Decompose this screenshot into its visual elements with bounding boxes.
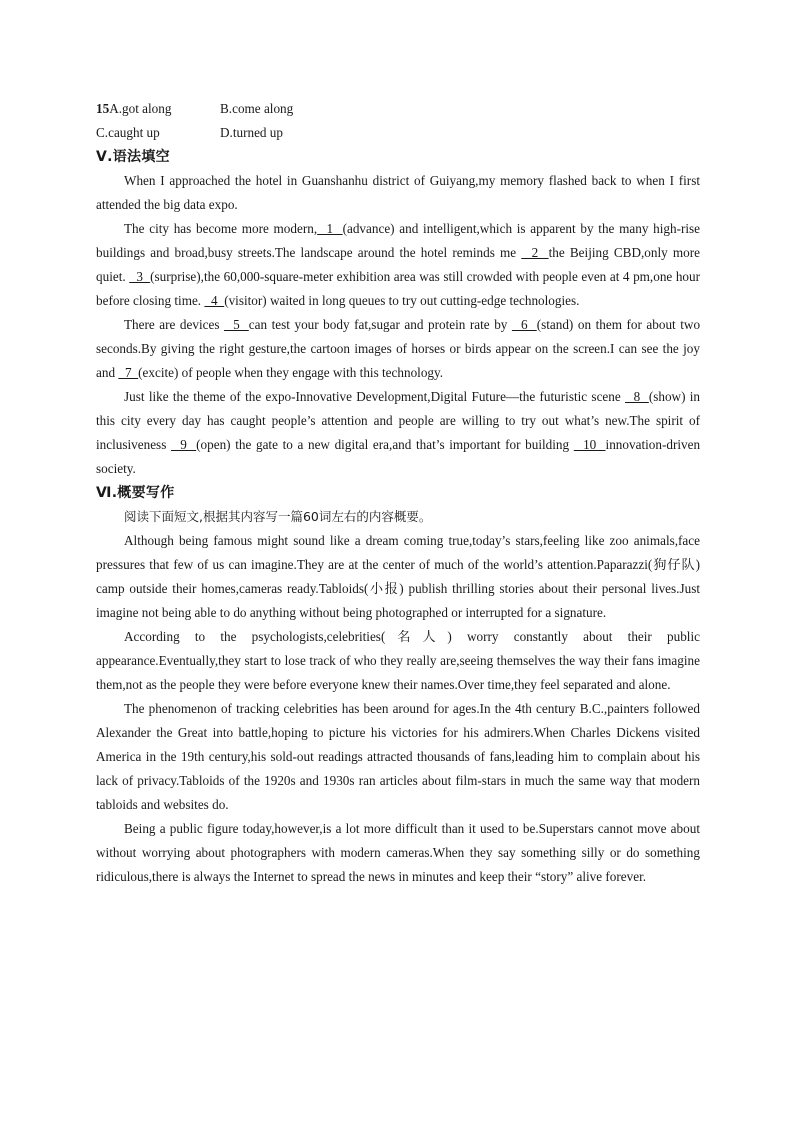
blank-9: 9 (170, 437, 197, 452)
passage-paragraph: When I approached the hotel in Guanshanhu district of Guiyang,my memory flashed back to when I first attended the big data expo. (96, 173, 700, 212)
question-15-row-1 (96, 97, 700, 121)
blank-7: 7 (118, 365, 139, 380)
blank-6: 6 (511, 317, 537, 332)
blank-4: 4 (204, 293, 225, 308)
blank-8: 8 (625, 389, 649, 404)
section-6-instruction: 阅读下面短文,根据其内容写一篇60词左右的内容概要。 (124, 509, 432, 524)
section-6-heading: Ⅵ.概要写作 (96, 485, 175, 501)
question-15-row-2 (96, 121, 700, 145)
question-15-option-c: C.caught up (96, 125, 160, 140)
question-15-option-a: 15A.got along (96, 101, 172, 116)
question-15-option-d: D.turned up (220, 125, 283, 140)
section-5-heading: Ⅴ.语法填空 (96, 149, 170, 165)
summary-passage-paragraph: The phenomenon of tracking celebrities has been around for ages.In the 4th century B.C.,painters followed Alexander the Great into battle,hoping to picture his victories for his admirers.When Charles Dickens visited America in the 19th century,his sold-out readings attracted thousands of fans,leading him to complain about his lack of privacy.Tabloids of the 1920s and 1930s ran articles about film-stars in much the same way that modern tabloids and websites do. (96, 701, 700, 812)
summary-passage-paragraph: Although being famous might sound like a dream coming true,today’s stars,feeling like zoo animals,face pressures that few of us can imagine.They are at the center of much of the world’s attention.Paparazzi(狗仔队) camp outside their homes,cameras ready.Tabloids(小报) publish thrilling stories about their personal lives.Just imagine not being able to do anything without being photographed or interrupted for a signature. (96, 533, 700, 620)
blank-1: 1 (317, 221, 343, 236)
page-content (96, 97, 700, 889)
question-15-option-b: B.come along (220, 101, 294, 116)
passage-paragraph: There are devices 5 can test your body fat,sugar and protein rate by 6 (stand) on them for about two seconds.By giving the right gesture,the cartoon images of horses or birds appear on the screen.I can see the joy and 7 (excite) of people when they engage with this technology. (96, 317, 701, 380)
blank-3: 3 (129, 269, 151, 284)
passage-paragraph: Just like the theme of the expo-Innovative Development,Digital Future—the futuristic scene 8 (show) in this city every day has caught people’s attention and people are willing to try out what’s new.The spirit of inclusiveness 9 (open) the gate to a new digital era,and that’s important for building 10 innovation-driven society. (96, 389, 701, 476)
passage-paragraph: The city has become more modern, 1 (advance) and intelligent,which is apparent by the many high-rise buildings and broad,busy streets.The landscape around the hotel reminds me 2 the Beijing CBD,only more quiet. 3 (surprise),the 60,000-square-meter exhibition area was still crowded with people even at 4 pm,one hour before closing time. 4 (visitor) waited in long queues to try out cutting-edge technologies. (96, 221, 701, 308)
blank-2: 2 (521, 245, 549, 260)
summary-passage-paragraph: According to the psychologists,celebrities(名人) worry constantly about their public appearance.Eventually,they start to lose track of who they really are,seeing themselves the way their fans imagine them,not as the people they were before everyone knew their names.Over time,they feel separated and alone. (96, 629, 700, 692)
question-number: 15 (96, 101, 110, 116)
blank-10: 10 (573, 437, 606, 452)
blank-5: 5 (224, 317, 249, 332)
summary-passage-paragraph: Being a public figure today,however,is a lot more difficult than it used to be.Superstars cannot move about without worrying about photographers with modern cameras.When they say something silly or do something ridiculous,there is always the Internet to spread the news in minutes and keep their “story” alive forever. (96, 821, 700, 884)
